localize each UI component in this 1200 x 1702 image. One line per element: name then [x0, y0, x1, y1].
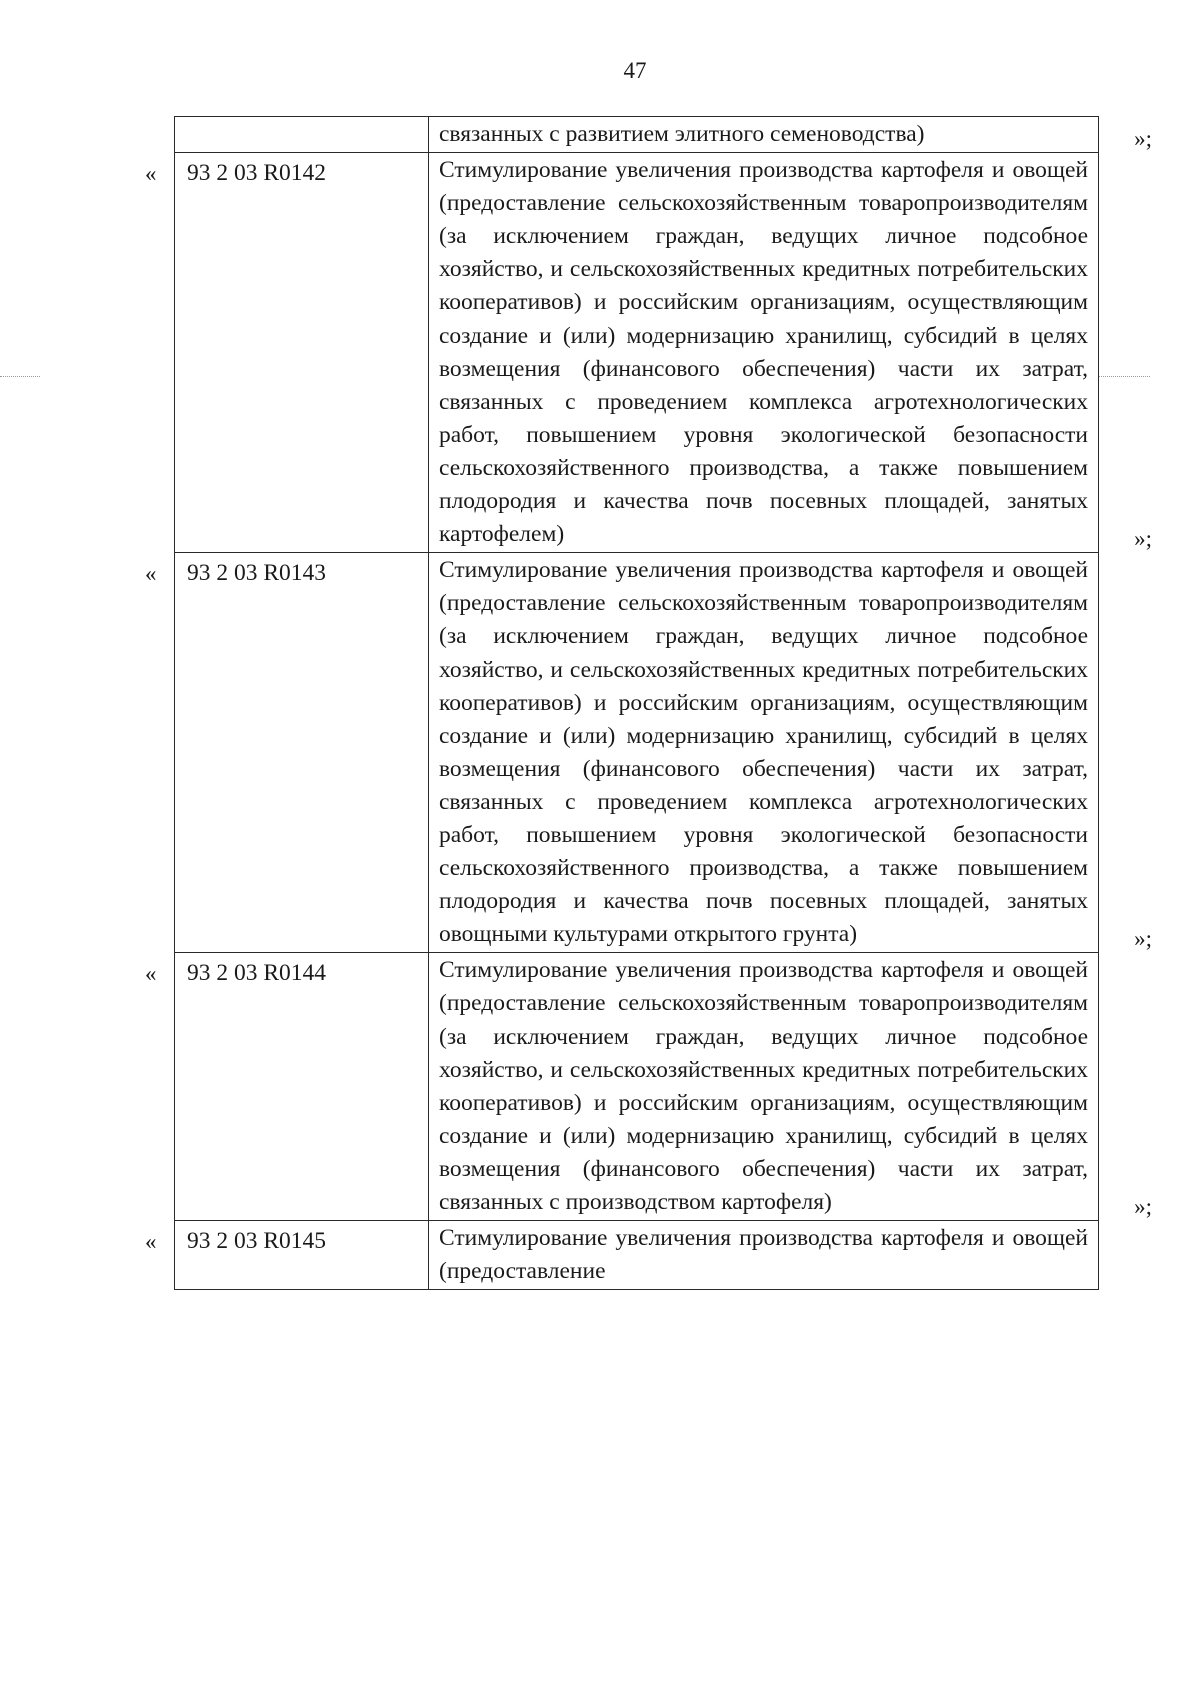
description-text: Стимулирование увеличения производства картофеля и овощей (предоставление сельскохозяйственным товаропроизводителям (за исключением граждан, ведущих личное подсобное хозяйство, и сельскохозяйственных кредитных потребительских кооперативов) и российским организациям, осуществляющим создание и (или) модернизацию хранилищ, субсидий в целях возмещения (финансового обеспечения) части их затрат, связанных с проведением комплекса агротехнологических работ, повышением уровня экологической безопасности сельскохозяйственного производства, а также повышением плодородия и качества почв посевных площадей, занятых овощными культурами открытого грунта): [439, 557, 1088, 948]
closing-quote: »;: [1134, 926, 1152, 952]
code-cell: [145, 1221, 429, 1290]
opening-quote: «: [145, 161, 157, 187]
opening-quote: «: [145, 561, 157, 587]
opening-quote: «: [145, 1229, 157, 1255]
closing-quote: »;: [1134, 126, 1152, 152]
table-row: [175, 553, 1099, 953]
page-number: 47: [623, 58, 647, 83]
table-row: [175, 1221, 1099, 1290]
code-cell: [145, 553, 429, 953]
closing-quote: »;: [1134, 526, 1152, 552]
description-text: связанных с развитием элитного семеноводства): [439, 121, 925, 147]
table-row: [175, 117, 1099, 153]
code-cell: [175, 117, 429, 153]
description-cell: [429, 953, 1152, 1221]
description-cell: [429, 1221, 1099, 1290]
closing-quote: »;: [1134, 1194, 1152, 1220]
table-row: [175, 953, 1099, 1221]
budget-code: 93 2 03 R0145: [187, 1228, 327, 1255]
classification-table: [145, 116, 1152, 1290]
table-row: [175, 153, 1099, 553]
code-cell: [145, 153, 429, 553]
budget-code: 93 2 03 R0144: [187, 960, 327, 987]
description-text: Стимулирование увеличения производства картофеля и овощей (предоставление сельскохозяйственным товаропроизводителям (за исключением граждан, ведущих личное подсобное хозяйство, и сельскохозяйственных кредитных потребительских кооперативов) и российским организациям, осуществляющим создание и (или) модернизацию хранилищ, субсидий в целях возмещения (финансового обеспечения) части их затрат, связанных с производством картофеля): [439, 957, 1088, 1215]
budget-code: 93 2 03 R0143: [187, 560, 327, 587]
opening-quote: «: [145, 961, 157, 987]
description-text: Стимулирование увеличения производства картофеля и овощей (предоставление: [439, 1225, 1088, 1285]
description-cell: [429, 153, 1152, 553]
code-cell: [145, 953, 429, 1221]
scan-artifact-left: [0, 376, 40, 377]
budget-code: 93 2 03 R0142: [187, 160, 327, 187]
description-cell: [429, 117, 1152, 153]
description-text: Стимулирование увеличения производства картофеля и овощей (предоставление сельскохозяйственным товаропроизводителям (за исключением граждан, ведущих личное подсобное хозяйство, и сельскохозяйственных кредитных потребительских кооперативов) и российским организациям, осуществляющим создание и (или) модернизацию хранилищ, субсидий в целях возмещения (финансового обеспечения) части их затрат, связанных с проведением комплекса агротехнологических работ, повышением уровня экологической безопасности сельскохозяйственного производства, а также повышением плодородия и качества почв посевных площадей, занятых картофелем): [439, 157, 1088, 548]
scan-artifact-right: [1098, 376, 1150, 377]
description-cell: [429, 553, 1152, 953]
